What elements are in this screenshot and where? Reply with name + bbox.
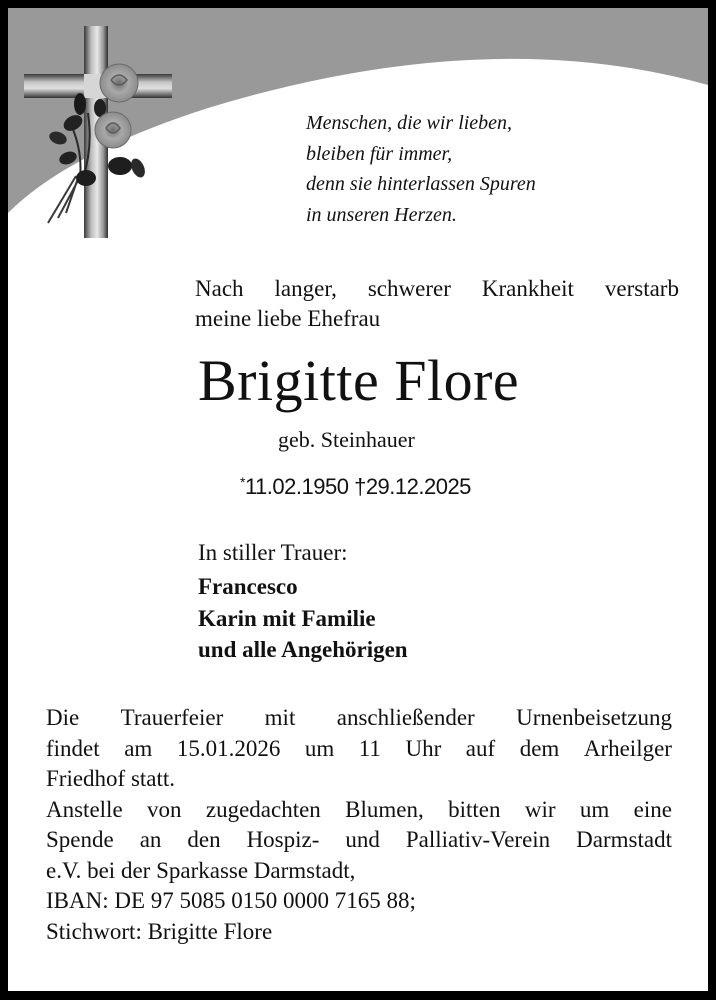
mourning-label: In stiller Trauer: bbox=[198, 540, 348, 565]
word: bitten bbox=[448, 796, 501, 822]
word: am bbox=[124, 735, 153, 761]
dagger-icon: † bbox=[354, 474, 366, 499]
birth-star-icon: * bbox=[240, 474, 245, 490]
word: anschließender bbox=[336, 705, 475, 730]
intro-text bbox=[195, 274, 679, 334]
word: an bbox=[139, 827, 162, 852]
word: zugedachten bbox=[205, 796, 321, 822]
poem-line: denn sie hinterlassen Spuren bbox=[306, 173, 536, 195]
info-line bbox=[46, 703, 672, 734]
poem-line: bleiben für immer, bbox=[306, 142, 453, 165]
word: und bbox=[345, 827, 380, 852]
deceased-name: Brigitte Flore bbox=[198, 348, 520, 413]
obituary-card bbox=[8, 8, 708, 991]
word: Uhr bbox=[405, 735, 442, 761]
poem-quote bbox=[306, 108, 536, 230]
word: findet bbox=[46, 735, 100, 761]
mourner-name: Karin mit Familie bbox=[198, 605, 376, 631]
funeral-info bbox=[46, 703, 672, 947]
word: Darmstadt bbox=[576, 827, 672, 852]
word: wir bbox=[524, 796, 556, 822]
word: um bbox=[304, 735, 335, 761]
iban-line: IBAN: DE 97 5085 0150 0000 7165 88; bbox=[46, 888, 416, 913]
word: Hospiz- bbox=[246, 827, 320, 852]
info-line bbox=[46, 734, 672, 765]
word: Nach bbox=[195, 276, 244, 301]
poem-line: in unseren Herzen. bbox=[306, 203, 457, 226]
keyword-line: Stichwort: Brigitte Flore bbox=[46, 918, 273, 944]
word: Palliativ-Verein bbox=[405, 827, 551, 852]
intro-line-1 bbox=[195, 274, 679, 304]
poem-line: Menschen, die wir lieben, bbox=[306, 112, 513, 134]
mourner-name: Francesco bbox=[198, 574, 298, 599]
mourner-name: und alle Angehörigen bbox=[198, 637, 408, 662]
word: mit bbox=[264, 705, 296, 730]
word: Anstelle bbox=[46, 796, 123, 822]
info-line: Friedhof statt. bbox=[46, 766, 176, 791]
maiden-name: geb. Steinhauer bbox=[278, 427, 415, 452]
mourners-list bbox=[198, 571, 408, 666]
word: 11 bbox=[358, 735, 381, 761]
word: Trauerfeier bbox=[120, 705, 224, 730]
word: den bbox=[187, 827, 221, 852]
word: dem bbox=[519, 735, 560, 761]
word: Krankheit bbox=[481, 276, 574, 301]
word: auf bbox=[465, 735, 496, 761]
info-line: e.V. bei der Sparkasse Darmstadt, bbox=[46, 857, 356, 883]
word: langer, bbox=[274, 276, 337, 301]
word: Spende bbox=[46, 827, 114, 852]
intro-line-2: meine liebe Ehefrau bbox=[195, 306, 381, 331]
death-date: 29.12.2025 bbox=[365, 474, 471, 499]
info-line bbox=[46, 825, 672, 856]
word: von bbox=[147, 796, 182, 822]
word: um bbox=[579, 796, 610, 822]
word: Arheilger bbox=[583, 735, 672, 761]
word: Die bbox=[46, 705, 80, 730]
word: Urnenbeisetzung bbox=[516, 705, 672, 730]
word: Blumen, bbox=[345, 796, 424, 822]
word: eine bbox=[633, 796, 672, 822]
cross-with-roses-icon bbox=[8, 8, 188, 248]
info-line bbox=[46, 795, 672, 826]
life-dates bbox=[240, 468, 471, 501]
birth-date: 11.02.1950 bbox=[244, 474, 349, 499]
word: 15.01.2026 bbox=[176, 735, 281, 761]
word: schwerer bbox=[367, 276, 451, 301]
word: verstarb bbox=[604, 276, 679, 301]
